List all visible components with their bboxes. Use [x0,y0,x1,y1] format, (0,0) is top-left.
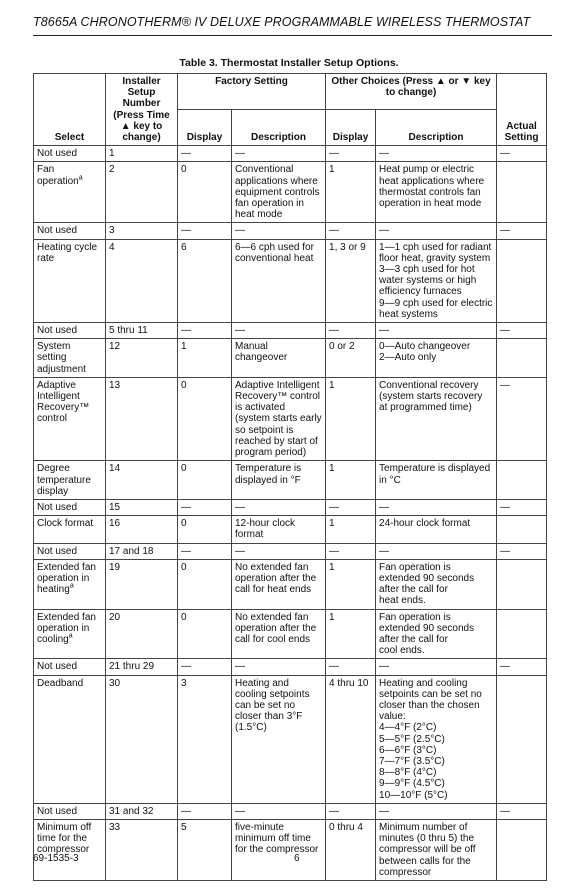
installer-number-cell [106,609,178,659]
factory-display-cell [178,323,232,339]
other-display-cell [326,223,376,239]
actual-setting-cell [497,675,547,803]
installer-number-cell [106,543,178,559]
header-other-description: Description [376,110,497,146]
other-description-cell [376,146,497,162]
installer-number-cell [106,659,178,675]
other-display-cell [326,559,376,609]
other-display-cell-text: — [329,805,340,817]
actual-setting-cell [497,609,547,659]
other-display-cell [326,499,376,515]
select-cell [34,819,106,880]
actual-setting-cell [497,543,547,559]
factory-display-cell [178,499,232,515]
select-cell-text: Heating cycle rate [37,241,98,264]
factory-description-cell-text: Heating and cooling setpoints can be set no closer than 3°F (1.5°C) [235,677,310,734]
other-display-cell-text: 1 [329,379,335,391]
select-cell-text: System setting adjustment [37,341,86,375]
installer-number-cell [106,559,178,609]
other-display-cell [326,239,376,322]
factory-display-cell [178,516,232,543]
table-row [34,559,547,609]
header-actual-setting: Actual Setting [497,74,547,146]
footnote-marker: a [78,174,83,182]
select-cell [34,659,106,675]
factory-display-cell-text: 0 [181,379,187,391]
installer-number-cell-text: 2 [109,164,115,176]
select-cell [34,516,106,543]
select-cell-text: Not used [37,225,78,237]
select-cell [34,323,106,339]
other-description-cell [376,675,497,803]
select-cell-text: Not used [37,545,78,557]
select-cell [34,499,106,515]
header-factory-description: Description [232,110,326,146]
page-number: 6 [294,853,300,864]
other-display-cell [326,819,376,880]
select-cell-text: Fan operation [37,164,79,187]
other-display-cell [326,461,376,500]
table-row [34,239,547,322]
installer-number-cell-text: 31 and 32 [109,805,154,817]
installer-number-cell [106,499,178,515]
actual-setting-cell [497,516,547,543]
factory-display-cell-text: — [181,661,191,673]
factory-display-cell [178,377,232,460]
actual-setting-cell-text: — [500,148,511,160]
factory-description-cell [232,819,326,880]
actual-setting-cell-text: — [500,379,511,391]
table-row [34,543,547,559]
other-display-cell-text: 1 [329,561,335,573]
factory-description-cell [232,162,326,223]
factory-description-cell-text: — [235,148,245,160]
installer-number-cell-text: 3 [109,225,115,237]
other-display-cell-text: — [329,148,340,160]
installer-number-cell [106,516,178,543]
installer-number-cell-text: 1 [109,148,115,160]
other-description-cell [376,819,497,880]
installer-number-cell [106,675,178,803]
factory-display-cell [178,559,232,609]
select-cell-text: Clock format [37,518,94,530]
select-cell-text: Not used [37,805,78,817]
doc-number: 69-1535-3 [33,853,79,864]
table-row [34,609,547,659]
factory-display-cell-text: 0 [181,518,187,530]
select-cell [34,146,106,162]
select-cell [34,162,106,223]
page-header: T8665A CHRONOTHERM® IV DELUXE PROGRAMMABLE WIRELESS THERMOSTAT [33,15,552,36]
select-cell-text: Not used [37,661,78,673]
other-display-cell-text: — [329,501,340,513]
header-other-display: Display [326,110,376,146]
installer-number-cell [106,819,178,880]
installer-number-cell [106,803,178,819]
select-cell-text: Degree temperature display [37,463,91,497]
table-row [34,803,547,819]
other-description-cell-text: — [379,225,390,237]
factory-display-cell-text: 1 [181,341,187,353]
other-display-cell [326,377,376,460]
other-description-cell-text: — [379,148,390,160]
other-display-cell [326,803,376,819]
installer-number-cell [106,461,178,500]
installer-number-cell [106,162,178,223]
factory-description-cell-text: — [235,545,245,557]
select-cell [34,377,106,460]
other-display-cell-text: 1 [329,611,335,623]
factory-description-cell-text: — [235,805,245,817]
installer-number-cell-text: 12 [109,341,121,353]
factory-description-cell-text: — [235,325,245,337]
factory-display-cell-text: — [181,225,191,237]
factory-description-cell-text: Adaptive Intelligent Recovery™ control is activated (system starts early so setpoint is reached by start of program period) [235,379,322,459]
select-cell [34,239,106,322]
other-display-cell-text: — [329,325,340,337]
other-description-cell [376,377,497,460]
actual-setting-cell [497,659,547,675]
factory-description-cell [232,803,326,819]
factory-description-cell [232,377,326,460]
factory-description-cell [232,146,326,162]
header-other-choices: Other Choices (Press ▲ or ▼ key to change) [326,74,497,110]
other-display-cell [326,323,376,339]
factory-display-cell-text: — [181,545,191,557]
other-description-cell-text: Heating and cooling setpoints can be set no closer than the chosen value: 4—4°F (2°C) 5—5°F (2.5°C) 6—6°F (3°C) 7—7°F (3.5°C) 8—8°F (4°C) 9—9°F (4.5°C) 10—10°F (5°C) [379,677,482,801]
select-cell-text: Not used [37,325,78,337]
other-description-cell-text: Conventional recovery (system starts recovery at programmed time) [379,379,483,414]
factory-display-cell-text: 5 [181,821,187,833]
other-description-cell-text: Fan operation is extended 90 seconds after the call for cool ends. [379,611,475,657]
factory-display-cell-text: — [181,805,191,817]
header-factory-display: Display [178,110,232,146]
table-row [34,146,547,162]
select-cell [34,559,106,609]
other-display-cell [326,146,376,162]
actual-setting-cell [497,499,547,515]
factory-description-cell [232,543,326,559]
factory-display-cell [178,659,232,675]
factory-display-cell [178,146,232,162]
table-row [34,819,547,880]
other-description-cell-text: Temperature is displayed in °C [379,463,491,486]
factory-display-cell-text: 0 [181,164,187,176]
select-cell [34,675,106,803]
other-description-cell [376,323,497,339]
other-display-cell-text: 1, 3 or 9 [329,241,366,253]
factory-description-cell-text: Temperature is displayed in °F [235,463,302,486]
header-select: Select [34,74,106,146]
other-display-cell [326,516,376,543]
installer-number-cell [106,323,178,339]
other-description-cell-text: — [379,661,390,673]
factory-description-cell-text: — [235,501,245,513]
select-cell-text: Not used [37,148,78,160]
select-cell-text: Deadband [37,677,84,689]
select-cell [34,223,106,239]
installer-number-cell-text: 33 [109,821,121,833]
installer-number-cell-text: 21 thru 29 [109,661,155,673]
other-description-cell [376,609,497,659]
factory-description-cell-text: No extended fan operation after the call for cool ends [235,611,317,645]
factory-description-cell-text: five-minute minimum off time for the compressor [235,821,319,856]
actual-setting-cell [497,239,547,322]
other-description-cell [376,339,497,378]
table-row [34,162,547,223]
select-cell-text: Not used [37,501,78,513]
factory-description-cell-text: Manual changeover [235,341,288,364]
installer-number-cell-text: 13 [109,379,121,391]
factory-display-cell-text: 6 [181,241,187,253]
factory-display-cell [178,339,232,378]
factory-display-cell [178,675,232,803]
select-cell-text: Minimum off time for the compressor [37,821,92,856]
installer-number-cell [106,223,178,239]
other-display-cell-text: 1 [329,518,335,530]
installer-number-cell [106,146,178,162]
factory-display-cell-text: 0 [181,561,187,573]
table-row [34,339,547,378]
select-cell [34,339,106,378]
select-cell [34,543,106,559]
factory-display-cell [178,461,232,500]
factory-description-cell-text: — [235,225,245,237]
table-row [34,659,547,675]
factory-description-cell [232,239,326,322]
other-description-cell-text: Fan operation is extended 90 seconds after the call for heat ends. [379,561,475,607]
factory-description-cell-text: 12-hour clock format [235,518,296,541]
table-row [34,516,547,543]
other-display-cell [326,609,376,659]
factory-display-cell [178,239,232,322]
header-factory-setting: Factory Setting [178,74,326,110]
factory-display-cell [178,803,232,819]
other-display-cell [326,659,376,675]
actual-setting-cell-text: — [500,661,511,673]
installer-number-cell-text: 19 [109,561,121,573]
factory-description-cell [232,516,326,543]
other-description-cell [376,659,497,675]
factory-display-cell-text: — [181,148,191,160]
factory-display-cell-text: — [181,325,191,337]
table-row [34,323,547,339]
other-display-cell-text: 1 [329,463,335,475]
factory-description-cell [232,609,326,659]
table-row [34,499,547,515]
factory-display-cell [178,609,232,659]
installer-number-cell-text: 15 [109,501,121,513]
table-row [34,461,547,500]
factory-display-cell-text: 3 [181,677,187,689]
select-cell-text: Extended fan operation in heating [37,561,96,596]
select-cell [34,803,106,819]
factory-display-cell [178,819,232,880]
installer-number-cell [106,377,178,460]
header-installer-number: Installer Setup Number (Press Time ▲ key to change) [106,74,178,146]
other-description-cell [376,543,497,559]
factory-description-cell-text: No extended fan operation after the call for heat ends [235,561,317,596]
actual-setting-cell-text: — [500,325,511,337]
actual-setting-cell [497,223,547,239]
other-description-cell-text: — [379,805,390,817]
installer-number-cell-text: 4 [109,241,115,253]
actual-setting-cell [497,803,547,819]
factory-description-cell [232,339,326,378]
factory-description-cell [232,461,326,500]
actual-setting-cell-text: — [500,501,511,513]
actual-setting-cell [497,819,547,880]
other-description-cell-text: — [379,545,390,557]
actual-setting-cell-text: — [500,225,511,237]
other-description-cell-text: — [379,325,390,337]
other-description-cell-text: Heat pump or electric heat applications where thermostat controls fan operation in heat mode [379,164,485,210]
actual-setting-cell [497,461,547,500]
table-row [34,223,547,239]
select-cell [34,609,106,659]
factory-description-cell [232,559,326,609]
other-description-cell [376,461,497,500]
other-description-cell-text: 1—1 cph used for radiant floor heat, gravity system 3—3 cph used for hot water systems or high efficiency furnaces 9—9 cph used for electric heat systems [379,241,493,320]
installer-number-cell-text: 17 and 18 [109,545,154,557]
factory-description-cell-text: 6—6 cph used for conventional heat [235,241,314,264]
factory-display-cell [178,543,232,559]
table-row [34,377,547,460]
factory-description-cell [232,499,326,515]
actual-setting-cell [497,146,547,162]
factory-display-cell-text: 0 [181,463,187,475]
other-description-cell-text: 0—Auto changeover 2—Auto only [379,341,471,364]
factory-display-cell-text: — [181,501,191,513]
other-display-cell-text: 0 thru 4 [329,821,363,833]
other-display-cell-text: — [329,661,340,673]
select-cell-text: Extended fan operation in cooling [37,611,96,645]
factory-description-cell [232,323,326,339]
installer-setup-table [33,73,547,881]
footnote-marker: a [69,582,74,590]
actual-setting-cell [497,559,547,609]
other-description-cell-text: — [379,501,390,513]
other-display-cell [326,675,376,803]
actual-setting-cell [497,323,547,339]
actual-setting-cell [497,162,547,223]
table-row [34,675,547,803]
installer-number-cell-text: 20 [109,611,121,623]
factory-display-cell [178,223,232,239]
other-display-cell [326,543,376,559]
other-display-cell [326,162,376,223]
other-display-cell-text: — [329,545,340,557]
actual-setting-cell [497,339,547,378]
actual-setting-cell-text: — [500,545,511,557]
factory-display-cell [178,162,232,223]
factory-description-cell-text: — [235,661,245,673]
other-description-cell [376,223,497,239]
other-display-cell-text: — [329,225,340,237]
other-description-cell [376,239,497,322]
other-display-cell-text: 4 thru 10 [329,677,369,689]
select-cell-text: Adaptive Intelligent Recovery™ control [37,379,90,425]
factory-description-cell [232,659,326,675]
other-display-cell-text: 0 or 2 [329,341,355,353]
other-description-cell [376,559,497,609]
select-cell [34,461,106,500]
other-display-cell [326,339,376,378]
installer-number-cell-text: 5 thru 11 [109,325,148,337]
factory-description-cell [232,675,326,803]
installer-number-cell [106,239,178,322]
footnote-marker: a [68,632,73,640]
factory-description-cell-text: Conventional applications where equipment controls fan operation in heat mode [235,164,320,221]
other-description-cell [376,803,497,819]
installer-number-cell [106,339,178,378]
factory-display-cell-text: 0 [181,611,187,623]
table-caption: Table 3. Thermostat Installer Setup Options. [179,57,399,69]
actual-setting-cell [497,377,547,460]
factory-description-cell [232,223,326,239]
actual-setting-cell-text: — [500,805,511,817]
other-description-cell [376,516,497,543]
other-description-cell-text: 24-hour clock format [379,518,471,530]
installer-number-cell-text: 30 [109,677,121,689]
other-description-cell [376,162,497,223]
other-description-cell [376,499,497,515]
other-description-cell-text: Minimum number of minutes (0 thru 5) the compressor will be off between calls for the compressor [379,821,476,878]
installer-number-cell-text: 14 [109,463,121,475]
other-display-cell-text: 1 [329,164,335,176]
installer-number-cell-text: 16 [109,518,121,530]
